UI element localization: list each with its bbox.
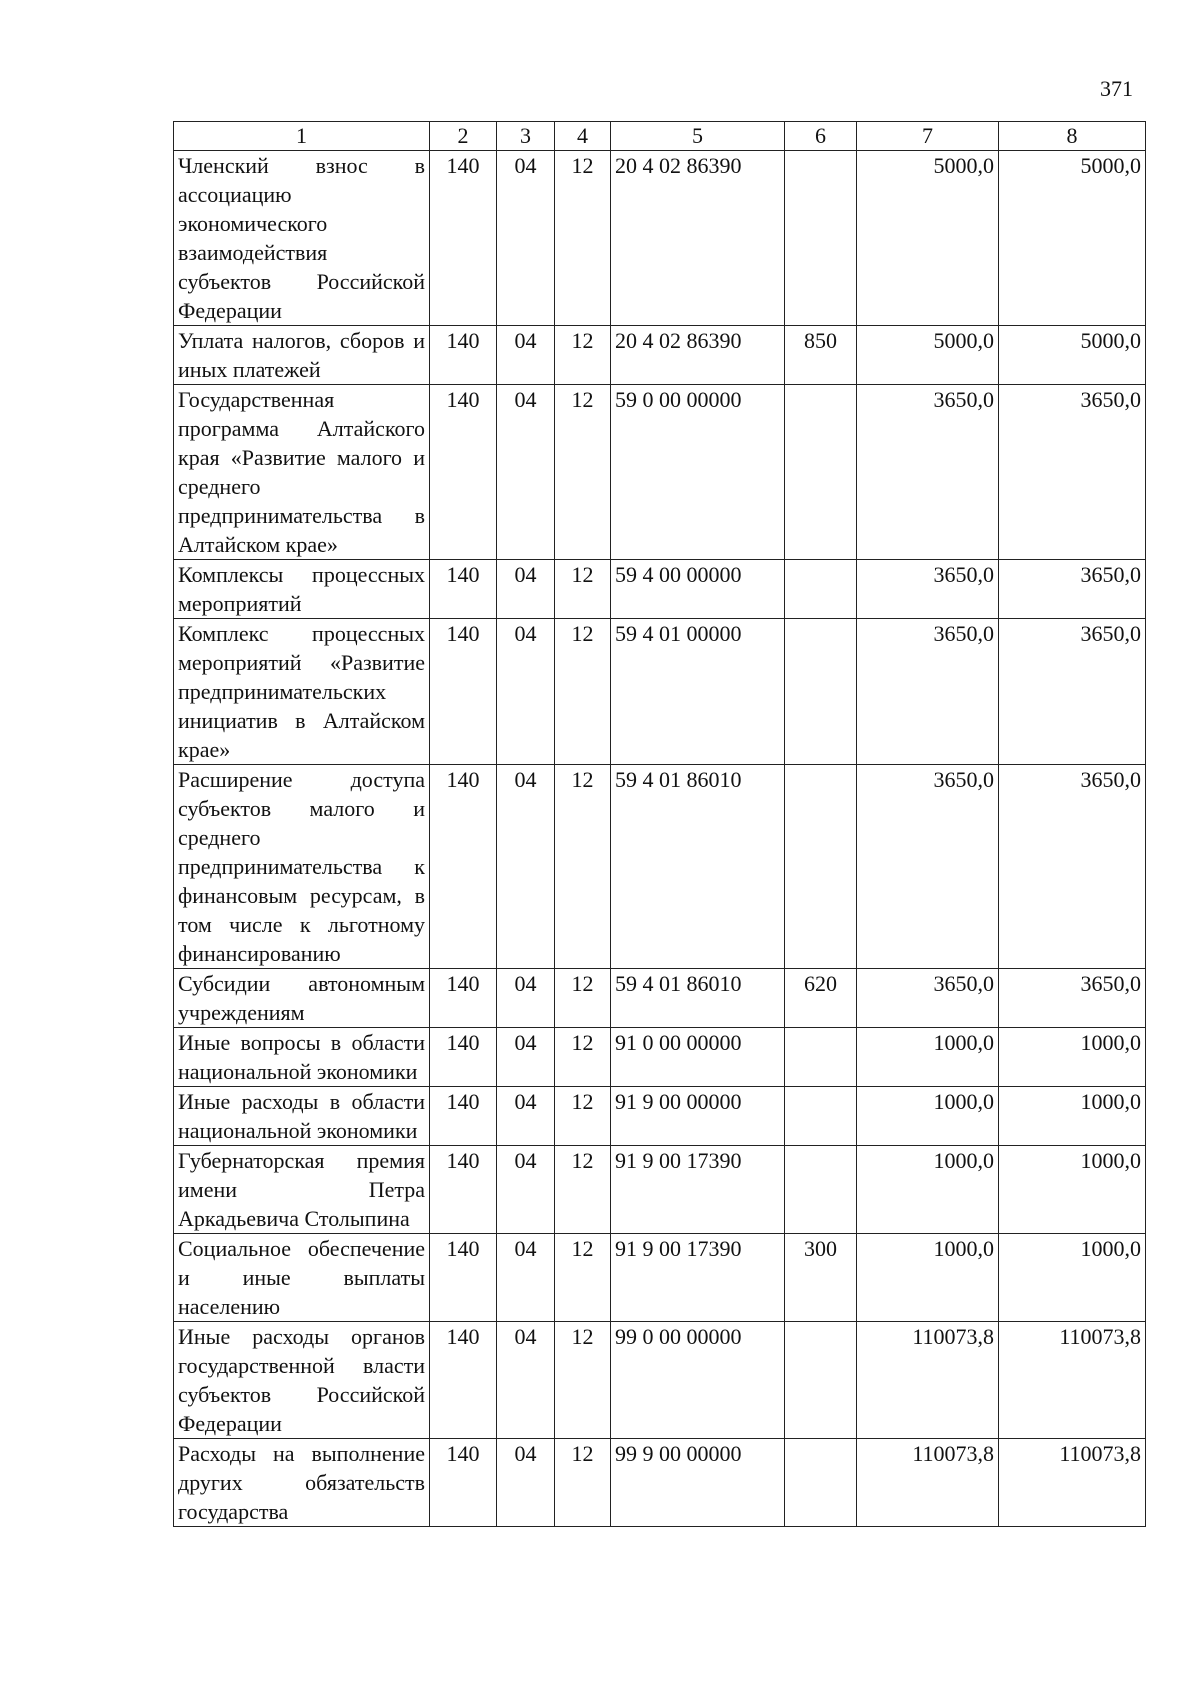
row-col-2: 140 [430,1087,497,1146]
row-col-6 [785,560,857,619]
table-row [174,1087,1146,1146]
row-col-5: 59 4 01 00000 [611,619,785,765]
row-col-7: 1000,0 [857,1146,999,1234]
row-col-2: 140 [430,765,497,969]
header-col-5: 5 [611,122,785,151]
row-col-7: 1000,0 [857,1234,999,1322]
row-name: Социальное обеспечение и иные выплаты населению [174,1234,430,1322]
row-col-5: 59 4 00 00000 [611,560,785,619]
row-name: Уплата налогов, сборов и иных платежей [174,326,430,385]
table-row [174,619,1146,765]
row-col-8: 3650,0 [999,765,1146,969]
row-col-2: 140 [430,1146,497,1234]
row-col-2: 140 [430,969,497,1028]
row-name: Комплексы процессных мероприятий [174,560,430,619]
header-col-4: 4 [555,122,611,151]
table-row [174,151,1146,326]
row-col-3: 04 [497,326,555,385]
row-col-5: 91 0 00 00000 [611,1028,785,1087]
row-col-2: 140 [430,151,497,326]
row-col-5: 91 9 00 17390 [611,1146,785,1234]
row-col-2: 140 [430,326,497,385]
page-number: 371 [1100,76,1133,101]
row-col-3: 04 [497,1146,555,1234]
row-col-6 [785,619,857,765]
row-col-6 [785,385,857,560]
row-col-4: 12 [555,1028,611,1087]
row-col-3: 04 [497,619,555,765]
row-col-8: 1000,0 [999,1087,1146,1146]
row-col-3: 04 [497,1087,555,1146]
row-col-4: 12 [555,1146,611,1234]
row-col-4: 12 [555,765,611,969]
row-col-2: 140 [430,1439,497,1527]
row-col-6: 620 [785,969,857,1028]
row-col-8: 3650,0 [999,619,1146,765]
header-col-7: 7 [857,122,999,151]
row-col-7: 1000,0 [857,1028,999,1087]
row-col-3: 04 [497,560,555,619]
row-col-3: 04 [497,1234,555,1322]
row-col-5: 99 9 00 00000 [611,1439,785,1527]
row-name: Губернаторская премия имени Петра Аркадьевича Столыпина [174,1146,430,1234]
row-col-2: 140 [430,385,497,560]
table-row [174,385,1146,560]
row-col-8: 110073,8 [999,1439,1146,1527]
row-col-2: 140 [430,1322,497,1439]
row-col-8: 1000,0 [999,1028,1146,1087]
row-col-6 [785,1087,857,1146]
row-col-8: 5000,0 [999,151,1146,326]
row-col-6 [785,1439,857,1527]
row-col-6: 850 [785,326,857,385]
row-col-6 [785,765,857,969]
row-col-3: 04 [497,1322,555,1439]
row-col-5: 99 0 00 00000 [611,1322,785,1439]
row-name: Расходы на выполнение других обязательств государства [174,1439,430,1527]
budget-table [173,121,1146,1527]
table-row [174,1439,1146,1527]
row-col-8: 3650,0 [999,969,1146,1028]
row-col-7: 110073,8 [857,1322,999,1439]
row-col-5: 59 0 00 00000 [611,385,785,560]
table-row [174,969,1146,1028]
table-row [174,1146,1146,1234]
header-col-6: 6 [785,122,857,151]
table-body [174,151,1146,1527]
table-row [174,1028,1146,1087]
header-col-1: 1 [174,122,430,151]
row-col-4: 12 [555,619,611,765]
row-col-7: 3650,0 [857,765,999,969]
table-row [174,560,1146,619]
row-col-2: 140 [430,619,497,765]
table-row [174,326,1146,385]
row-col-2: 140 [430,560,497,619]
header-col-2: 2 [430,122,497,151]
row-col-4: 12 [555,969,611,1028]
row-col-8: 5000,0 [999,326,1146,385]
row-col-7: 3650,0 [857,619,999,765]
row-col-5: 20 4 02 86390 [611,151,785,326]
row-col-3: 04 [497,151,555,326]
row-col-2: 140 [430,1234,497,1322]
row-col-5: 91 9 00 00000 [611,1087,785,1146]
row-col-7: 1000,0 [857,1087,999,1146]
row-col-8: 1000,0 [999,1146,1146,1234]
row-col-7: 3650,0 [857,560,999,619]
row-col-6 [785,1146,857,1234]
header-col-3: 3 [497,122,555,151]
row-col-3: 04 [497,1028,555,1087]
row-name: Комплекс процессных мероприятий «Развитие предпринимательских инициатив в Алтайском крае» [174,619,430,765]
row-col-7: 110073,8 [857,1439,999,1527]
row-col-4: 12 [555,560,611,619]
row-col-8: 3650,0 [999,560,1146,619]
row-col-6 [785,1322,857,1439]
row-col-8: 3650,0 [999,385,1146,560]
header-col-8: 8 [999,122,1146,151]
row-col-3: 04 [497,969,555,1028]
row-col-5: 59 4 01 86010 [611,765,785,969]
row-col-7: 3650,0 [857,969,999,1028]
row-name: Субсидии автономным учреждениям [174,969,430,1028]
row-col-6 [785,151,857,326]
row-name: Иные расходы органов государственной власти субъектов Российской Федерации [174,1322,430,1439]
table-row [174,765,1146,969]
row-col-7: 3650,0 [857,385,999,560]
row-col-7: 5000,0 [857,326,999,385]
row-col-3: 04 [497,385,555,560]
row-name: Государственная программа Алтайского края «Развитие малого и среднего предпринимательства в Алтайском крае» [174,385,430,560]
row-col-4: 12 [555,1322,611,1439]
row-col-3: 04 [497,765,555,969]
row-col-4: 12 [555,385,611,560]
row-col-6 [785,1028,857,1087]
row-col-4: 12 [555,1087,611,1146]
row-col-4: 12 [555,326,611,385]
row-col-6: 300 [785,1234,857,1322]
header-row [174,122,1146,151]
row-col-4: 12 [555,151,611,326]
row-col-4: 12 [555,1439,611,1527]
row-col-3: 04 [497,1439,555,1527]
row-col-7: 5000,0 [857,151,999,326]
row-name: Расширение доступа субъектов малого и среднего предпринимательства к финансовым ресурсам, в том числе к льготному финансированию [174,765,430,969]
row-col-8: 1000,0 [999,1234,1146,1322]
row-col-4: 12 [555,1234,611,1322]
row-col-2: 140 [430,1028,497,1087]
table-row [174,1234,1146,1322]
row-col-5: 91 9 00 17390 [611,1234,785,1322]
row-col-8: 110073,8 [999,1322,1146,1439]
table-row [174,1322,1146,1439]
row-name: Членский взнос в ассоциацию экономического взаимодействия субъектов Российской Федерации [174,151,430,326]
row-col-5: 59 4 01 86010 [611,969,785,1028]
row-name: Иные расходы в области национальной экономики [174,1087,430,1146]
row-col-5: 20 4 02 86390 [611,326,785,385]
row-name: Иные вопросы в области национальной экономики [174,1028,430,1087]
